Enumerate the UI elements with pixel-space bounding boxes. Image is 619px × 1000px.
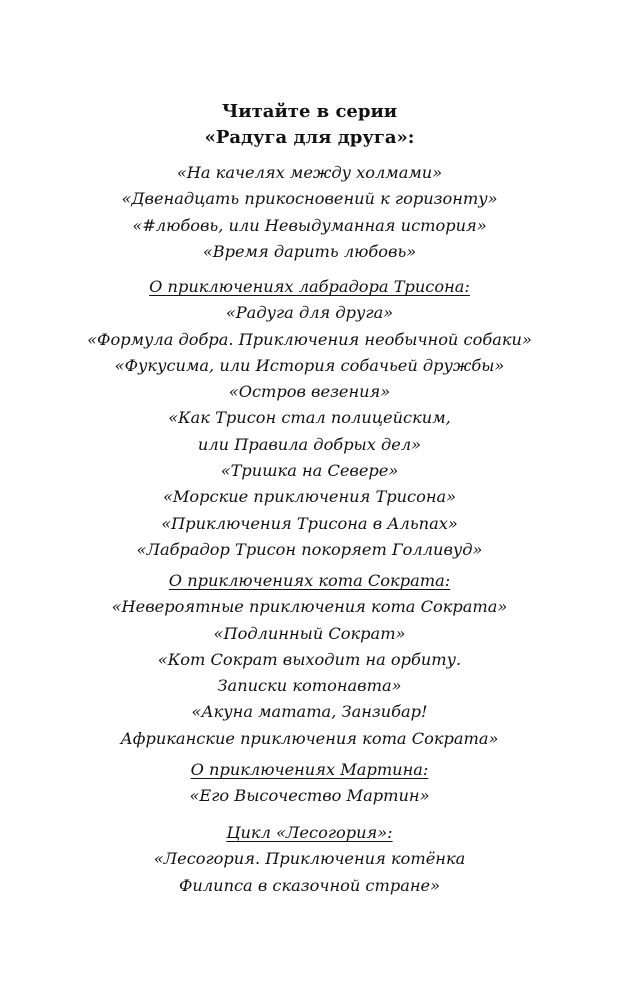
book-title: «Фукусима, или История собачьей дружбы» bbox=[114, 355, 505, 375]
series-heading-line-1: Читайте в серии bbox=[221, 101, 398, 122]
book-title: «Невероятные приключения кота Сократа» bbox=[111, 597, 508, 617]
section-title-trison: О приключениях лабрадора Трисона: bbox=[149, 277, 470, 296]
book-title: «Лабрадор Трисон покоряет Голливуд» bbox=[136, 539, 483, 559]
trison-books-list bbox=[0, 274, 619, 563]
book-title: «Двенадцать прикосновений к горизонту» bbox=[121, 189, 498, 209]
book-title: «Радуга для друга» bbox=[225, 303, 394, 323]
martin-books-list bbox=[0, 757, 619, 810]
book-title: «Формула добра. Приключения необычной собаки» bbox=[87, 329, 532, 349]
socrates-books-list bbox=[0, 568, 619, 752]
book-title: «Кот Сократ выходит на орбиту. bbox=[157, 649, 462, 669]
series-heading-line-2: «Радуга для друга»: bbox=[204, 127, 415, 148]
book-title: Филипса в сказочной стране» bbox=[178, 875, 441, 895]
book-title: «#любовь, или Невыдуманная история» bbox=[132, 215, 487, 235]
section-title-martin: О приключениях Мартина: bbox=[190, 760, 429, 779]
book-title: «Акуна матата, Занзибар! bbox=[191, 702, 428, 722]
book-title: «Как Трисон стал полицейским, bbox=[168, 408, 451, 428]
book-title: «На качелях между холмами» bbox=[176, 163, 443, 182]
book-title: или Правила добрых дел» bbox=[197, 434, 422, 454]
book-title: «Лесогория. Приключения котёнка bbox=[153, 849, 466, 869]
book-title: «Время дарить любовь» bbox=[202, 241, 417, 261]
book-title: «Тришка на Севере» bbox=[220, 461, 399, 481]
book-title: «Остров везения» bbox=[228, 382, 391, 402]
book-title: «Морские приключения Трисона» bbox=[162, 487, 457, 507]
series-books-list bbox=[0, 160, 619, 265]
book-title: Записки котонавта» bbox=[217, 676, 402, 696]
book-title: Африканские приключения кота Сократа» bbox=[120, 728, 499, 748]
book-title: «Его Высочество Мартин» bbox=[189, 786, 430, 806]
section-title-socrates: О приключениях кота Сократа: bbox=[168, 571, 451, 590]
book-title: «Подлинный Сократ» bbox=[213, 623, 406, 643]
lesogoria-books-list bbox=[0, 820, 619, 899]
section-title-lesogoria: Цикл «Лесогория»: bbox=[226, 823, 393, 842]
book-title: «Приключения Трисона в Альпах» bbox=[161, 513, 458, 533]
